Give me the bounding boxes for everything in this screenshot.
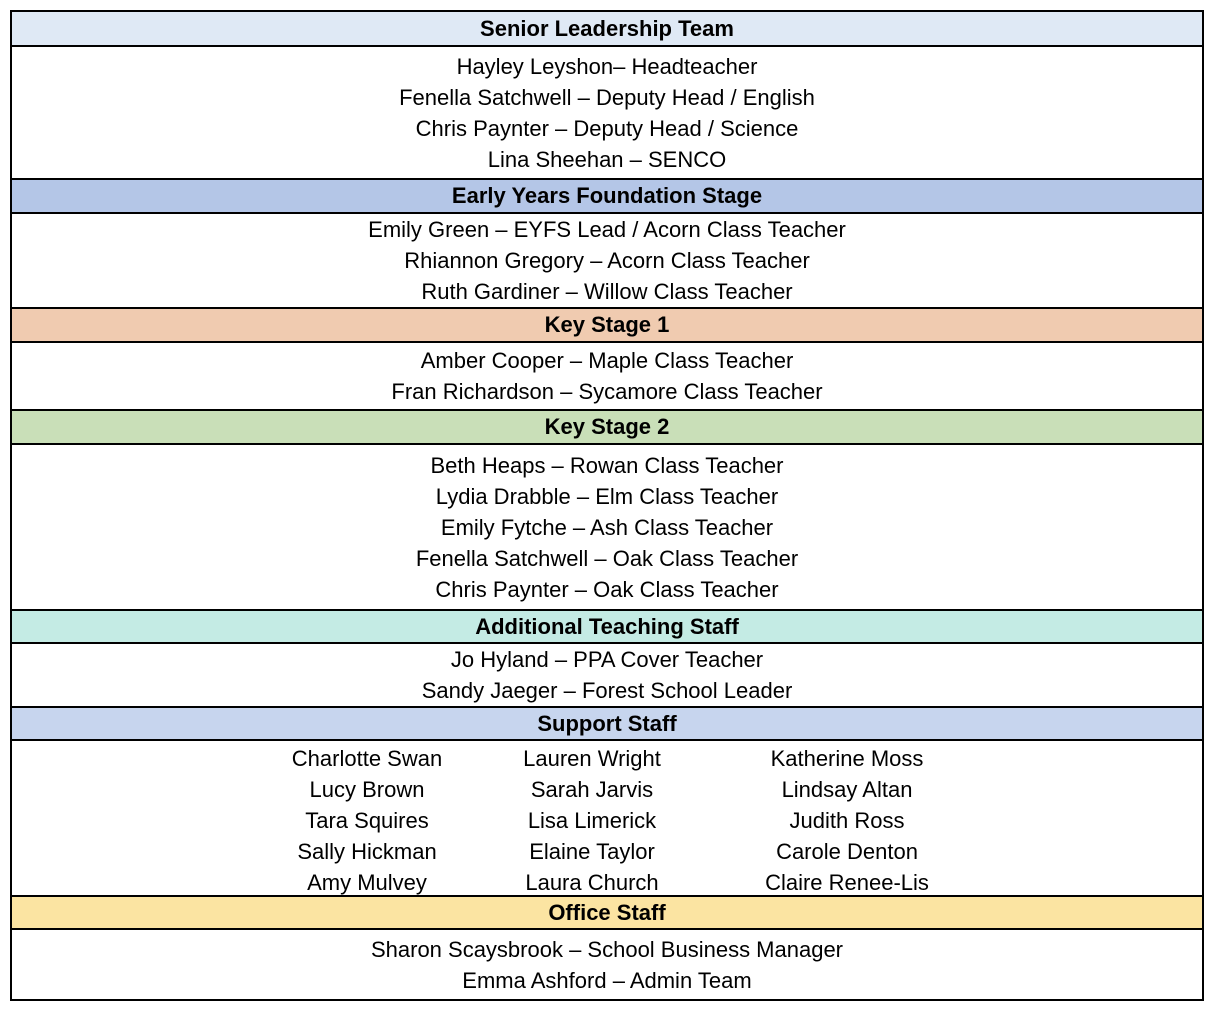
office-staff-list — [12, 930, 1202, 999]
staff-name: Elaine Taylor — [529, 839, 655, 864]
staff-name: Lauren Wright — [523, 746, 661, 771]
staff-name: Lindsay Altan — [781, 777, 913, 802]
ks1-list — [12, 343, 1202, 411]
staff-line: Fran Richardson – Sycamore Class Teacher — [391, 379, 823, 404]
staff-name: Amy Mulvey — [307, 870, 427, 895]
additional-teaching-header — [12, 611, 1202, 644]
staff-name: Claire Renee-Lis — [765, 870, 929, 895]
support-column-1 — [277, 743, 457, 898]
staff-name: Lisa Limerick — [527, 808, 657, 833]
staff-line: Sharon Scaysbrook – School Business Manager — [370, 936, 844, 962]
staff-line: Jo Hyland – PPA Cover Teacher — [450, 647, 764, 672]
senior-leadership-header — [12, 12, 1202, 47]
support-staff-header — [12, 708, 1202, 741]
staff-name: Carole Denton — [776, 839, 918, 864]
support-staff-grid — [12, 741, 1202, 895]
staff-line: Emma Ashford – Admin Team — [462, 967, 752, 993]
staff-name: Charlotte Swan — [291, 746, 443, 771]
ks2-list — [12, 445, 1202, 611]
staff-line: Lina Sheehan – SENCO — [487, 146, 727, 172]
staff-line: Chris Paynter – Deputy Head / Science — [415, 115, 799, 141]
office-staff-header — [12, 897, 1202, 930]
staff-line: Beth Heaps – Rowan Class Teacher — [430, 452, 784, 478]
staff-line: Fenella Satchwell – Oak Class Teacher — [415, 545, 799, 571]
section-title: Office Staff — [548, 899, 666, 925]
staff-line: Rhiannon Gregory – Acorn Class Teacher — [404, 248, 810, 273]
support-staff-list — [12, 741, 1202, 897]
staff-line: Emily Green – EYFS Lead / Acorn Class Teacher — [368, 217, 846, 242]
staff-name: Lucy Brown — [309, 777, 425, 802]
section-title: Early Years Foundation Stage — [451, 183, 763, 208]
staff-line: Emily Fytche – Ash Class Teacher — [440, 514, 774, 540]
staff-line: Ruth Gardiner – Willow Class Teacher — [421, 279, 793, 304]
staff-line: Amber Cooper – Maple Class Teacher — [420, 348, 794, 373]
staff-name: Tara Squires — [305, 808, 429, 833]
section-title: Additional Teaching Staff — [475, 613, 739, 639]
additional-teaching-list — [12, 644, 1202, 708]
eyfs-header — [12, 180, 1202, 214]
eyfs-list — [12, 214, 1202, 309]
staff-line: Chris Paynter – Oak Class Teacher — [435, 576, 779, 602]
ks2-header — [12, 411, 1202, 445]
staff-table — [10, 10, 1204, 1001]
section-title: Key Stage 2 — [544, 414, 670, 439]
staff-line: Hayley Leyshon– Headteacher — [456, 53, 758, 79]
staff-name: Laura Church — [525, 870, 659, 895]
ks1-header — [12, 309, 1202, 343]
section-title: Senior Leadership Team — [480, 15, 734, 41]
staff-name: Katherine Moss — [770, 746, 924, 771]
staff-line: Fenella Satchwell – Deputy Head / English — [399, 84, 815, 110]
senior-leadership-list — [12, 47, 1202, 180]
staff-name: Sally Hickman — [297, 839, 437, 864]
support-column-2 — [502, 743, 682, 898]
section-title: Support Staff — [537, 710, 677, 736]
support-column-3 — [752, 743, 942, 898]
staff-line: Lydia Drabble – Elm Class Teacher — [435, 483, 779, 509]
staff-name: Sarah Jarvis — [530, 777, 654, 802]
staff-line: Sandy Jaeger – Forest School Leader — [421, 678, 793, 703]
section-title: Key Stage 1 — [544, 312, 670, 337]
staff-name: Judith Ross — [789, 808, 905, 833]
